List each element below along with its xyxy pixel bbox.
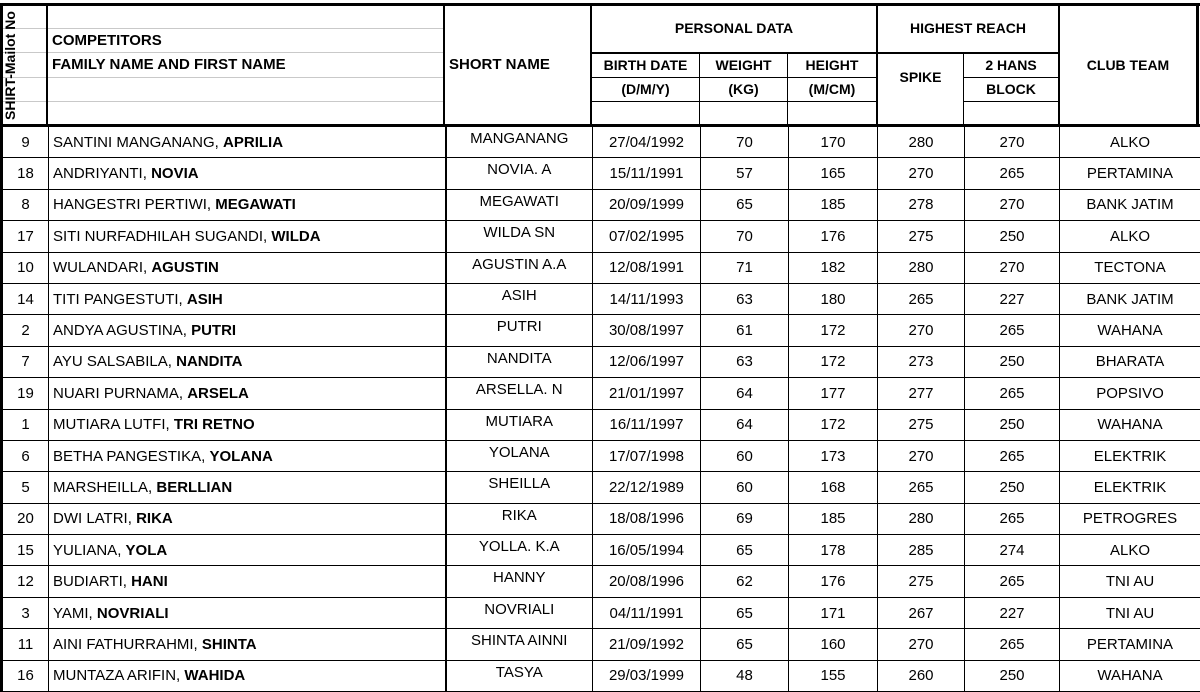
competitor-name-cell xyxy=(49,440,446,471)
birth-date-cell: 21/01/1997 xyxy=(593,378,701,409)
first-name: WAHIDA xyxy=(184,667,245,684)
height-cell: 171 xyxy=(789,597,878,628)
birth-date-cell: 20/08/1996 xyxy=(593,566,701,597)
height-cell: 185 xyxy=(789,189,878,220)
height-cell: 165 xyxy=(789,158,878,189)
family-name: YULIANA, xyxy=(53,542,126,559)
height-header: HEIGHT xyxy=(788,57,876,73)
table-row xyxy=(2,535,1200,566)
block-cell: 274 xyxy=(965,535,1060,566)
weight-cell: 65 xyxy=(701,629,789,660)
table-row xyxy=(2,283,1200,314)
block-cell: 227 xyxy=(965,283,1060,314)
family-name: AYU SALSABILA, xyxy=(53,353,176,370)
weight-cell: 60 xyxy=(701,472,789,503)
weight-cell: 57 xyxy=(701,158,789,189)
competitor-name-cell xyxy=(49,283,446,314)
block-cell: 250 xyxy=(965,221,1060,252)
weight-cell: 64 xyxy=(701,409,789,440)
weight-cell: 63 xyxy=(701,346,789,377)
birth-date-cell: 07/02/1995 xyxy=(593,221,701,252)
spike-cell: 270 xyxy=(878,440,965,471)
height-cell: 172 xyxy=(789,315,878,346)
weight-cell: 65 xyxy=(701,535,789,566)
family-name: NUARI PURNAMA, xyxy=(53,385,187,402)
family-name: AINI FATHURRAHMI, xyxy=(53,636,202,653)
shirt-number-cell: 19 xyxy=(2,378,49,409)
shirt-number-cell: 3 xyxy=(2,597,49,628)
birth-date-cell: 30/08/1997 xyxy=(593,315,701,346)
club-team-cell: ALKO xyxy=(1060,127,1200,158)
shirt-number-cell: 9 xyxy=(2,127,49,158)
block-cell: 270 xyxy=(965,127,1060,158)
short-name-cell: ASIH xyxy=(446,283,593,314)
competitor-name-cell xyxy=(49,158,446,189)
competitors-header: COMPETITORS xyxy=(52,32,162,49)
height-cell: 168 xyxy=(789,472,878,503)
competitor-name-cell xyxy=(49,660,446,691)
weight-cell: 71 xyxy=(701,252,789,283)
table-row xyxy=(2,189,1200,220)
shirt-number-cell: 14 xyxy=(2,283,49,314)
height-cell: 173 xyxy=(789,440,878,471)
first-name: WILDA xyxy=(271,228,320,245)
short-name-header: SHORT NAME xyxy=(449,56,550,73)
highest-reach-header: HIGHEST REACH xyxy=(878,20,1058,36)
shirt-number-cell: 12 xyxy=(2,566,49,597)
family-name: TITI PANGESTUTI, xyxy=(53,291,187,308)
spike-cell: 270 xyxy=(878,158,965,189)
club-team-cell: WAHANA xyxy=(1060,409,1200,440)
spike-cell: 275 xyxy=(878,409,965,440)
shirt-number-cell: 10 xyxy=(2,252,49,283)
short-name-cell: YOLLA. K.A xyxy=(446,535,593,566)
spike-cell: 280 xyxy=(878,252,965,283)
spike-cell: 265 xyxy=(878,283,965,314)
block-header-line2: BLOCK xyxy=(964,81,1058,97)
family-name: MARSHEILLA, xyxy=(53,479,156,496)
short-name-cell: TASYA xyxy=(446,660,593,691)
short-name-cell: SHEILLA xyxy=(446,472,593,503)
shirt-number-header: SHIRT-Mailot No xyxy=(2,0,22,120)
family-name: HANGESTRI PERTIWI, xyxy=(53,196,215,213)
birth-date-cell: 04/11/1991 xyxy=(593,597,701,628)
height-cell: 176 xyxy=(789,221,878,252)
first-name: YOLA xyxy=(126,542,168,559)
club-team-cell: PERTAMINA xyxy=(1060,158,1200,189)
birth-date-cell: 15/11/1991 xyxy=(593,158,701,189)
first-name: ASIH xyxy=(187,291,223,308)
first-name: RIKA xyxy=(136,510,173,527)
competitor-name-cell xyxy=(49,566,446,597)
spike-cell: 270 xyxy=(878,629,965,660)
block-cell: 227 xyxy=(965,597,1060,628)
short-name-cell: YOLANA xyxy=(446,440,593,471)
height-cell: 172 xyxy=(789,409,878,440)
short-name-cell: RIKA xyxy=(446,503,593,534)
height-cell: 182 xyxy=(789,252,878,283)
table-row xyxy=(2,378,1200,409)
block-cell: 265 xyxy=(965,378,1060,409)
first-name: AGUSTIN xyxy=(151,259,219,276)
shirt-number-cell: 6 xyxy=(2,440,49,471)
competitor-name-cell xyxy=(49,629,446,660)
short-name-cell: ARSELLA. N xyxy=(446,378,593,409)
table-row xyxy=(2,472,1200,503)
club-team-cell: TECTONA xyxy=(1060,252,1200,283)
birth-date-cell: 12/08/1991 xyxy=(593,252,701,283)
competitor-name-cell xyxy=(49,472,446,503)
height-cell: 155 xyxy=(789,660,878,691)
table-row xyxy=(2,315,1200,346)
weight-cell: 70 xyxy=(701,127,789,158)
block-cell: 250 xyxy=(965,472,1060,503)
first-name: ARSELA xyxy=(187,385,249,402)
height-cell: 185 xyxy=(789,503,878,534)
shirt-number-cell: 16 xyxy=(2,660,49,691)
table-row xyxy=(2,503,1200,534)
first-name: HANI xyxy=(131,573,168,590)
height-cell: 160 xyxy=(789,629,878,660)
club-team-cell: TNI AU xyxy=(1060,566,1200,597)
birth-date-cell: 27/04/1992 xyxy=(593,127,701,158)
spike-header: SPIKE xyxy=(878,69,963,85)
block-cell: 250 xyxy=(965,409,1060,440)
club-team-cell: PETROGRES xyxy=(1060,503,1200,534)
club-team-cell: WAHANA xyxy=(1060,660,1200,691)
birth-date-cell: 17/07/1998 xyxy=(593,440,701,471)
birth-date-cell: 16/11/1997 xyxy=(593,409,701,440)
short-name-cell: NANDITA xyxy=(446,346,593,377)
first-name: YOLANA xyxy=(209,448,272,465)
table-row xyxy=(2,409,1200,440)
birth-date-cell: 14/11/1993 xyxy=(593,283,701,314)
competitor-name-cell xyxy=(49,535,446,566)
family-name: MUNTAZA ARIFIN, xyxy=(53,667,184,684)
first-name: TRI RETNO xyxy=(174,416,255,433)
competitor-name-cell xyxy=(49,597,446,628)
spike-cell: 285 xyxy=(878,535,965,566)
height-cell: 172 xyxy=(789,346,878,377)
shirt-number-cell: 8 xyxy=(2,189,49,220)
club-team-cell: ALKO xyxy=(1060,535,1200,566)
short-name-cell: NOVRIALI xyxy=(446,597,593,628)
weight-cell: 60 xyxy=(701,440,789,471)
competitor-name-cell xyxy=(49,346,446,377)
weight-cell: 61 xyxy=(701,315,789,346)
weight-cell: 65 xyxy=(701,597,789,628)
height-cell: 180 xyxy=(789,283,878,314)
shirt-number-cell: 1 xyxy=(2,409,49,440)
family-first-name-header: FAMILY NAME AND FIRST NAME xyxy=(52,56,286,73)
short-name-cell: MEGAWATI xyxy=(446,189,593,220)
club-team-cell: BANK JATIM xyxy=(1060,189,1200,220)
block-cell: 265 xyxy=(965,629,1060,660)
birth-date-cell: 12/06/1997 xyxy=(593,346,701,377)
family-name: BUDIARTI, xyxy=(53,573,131,590)
short-name-cell: PUTRI xyxy=(446,315,593,346)
block-cell: 250 xyxy=(965,660,1060,691)
short-name-cell: HANNY xyxy=(446,566,593,597)
height-cell: 177 xyxy=(789,378,878,409)
height-cell: 170 xyxy=(789,127,878,158)
weight-cell: 64 xyxy=(701,378,789,409)
block-cell: 265 xyxy=(965,440,1060,471)
spike-cell: 260 xyxy=(878,660,965,691)
spike-cell: 278 xyxy=(878,189,965,220)
birth-date-cell: 16/05/1994 xyxy=(593,535,701,566)
birth-date-cell: 22/12/1989 xyxy=(593,472,701,503)
table-row xyxy=(2,346,1200,377)
weight-cell: 48 xyxy=(701,660,789,691)
short-name-cell: WILDA SN xyxy=(446,221,593,252)
club-team-cell: ALKO xyxy=(1060,221,1200,252)
height-cell: 178 xyxy=(789,535,878,566)
shirt-number-cell: 7 xyxy=(2,346,49,377)
first-name: NOVIA xyxy=(151,165,199,182)
table-row xyxy=(2,629,1200,660)
table-row xyxy=(2,221,1200,252)
weight-cell: 65 xyxy=(701,189,789,220)
family-name: SANTINI MANGANANG, xyxy=(53,134,223,151)
weight-cell: 62 xyxy=(701,566,789,597)
first-name: APRILIA xyxy=(223,134,283,151)
short-name-cell: SHINTA AINNI xyxy=(446,629,593,660)
competitors-table xyxy=(0,127,1200,692)
family-name: ANDRIYANTI, xyxy=(53,165,151,182)
weight-cell: 63 xyxy=(701,283,789,314)
table-header xyxy=(0,0,1200,127)
club-team-cell: POPSIVO xyxy=(1060,378,1200,409)
spike-cell: 280 xyxy=(878,127,965,158)
club-team-cell: ELEKTRIK xyxy=(1060,440,1200,471)
block-header-line1: 2 HANS xyxy=(964,57,1058,73)
block-cell: 265 xyxy=(965,158,1060,189)
short-name-cell: NOVIA. A xyxy=(446,158,593,189)
shirt-number-cell: 20 xyxy=(2,503,49,534)
spike-cell: 280 xyxy=(878,503,965,534)
first-name: BERLLIAN xyxy=(156,479,232,496)
competitor-name-cell xyxy=(49,127,446,158)
first-name: NOVRIALI xyxy=(97,605,169,622)
family-name: WULANDARI, xyxy=(53,259,151,276)
family-name: MUTIARA LUTFI, xyxy=(53,416,174,433)
family-name: YAMI, xyxy=(53,605,97,622)
club-team-cell: PERTAMINA xyxy=(1060,629,1200,660)
table-row xyxy=(2,127,1200,158)
weight-header: WEIGHT xyxy=(700,57,787,73)
weight-unit: (KG) xyxy=(700,81,787,97)
club-team-cell: BANK JATIM xyxy=(1060,283,1200,314)
table-row xyxy=(2,597,1200,628)
block-cell: 270 xyxy=(965,252,1060,283)
shirt-number-cell: 11 xyxy=(2,629,49,660)
block-cell: 265 xyxy=(965,566,1060,597)
block-cell: 270 xyxy=(965,189,1060,220)
birth-date-cell: 21/09/1992 xyxy=(593,629,701,660)
competitor-name-cell xyxy=(49,315,446,346)
table-body xyxy=(2,127,1200,692)
block-cell: 265 xyxy=(965,503,1060,534)
height-unit: (M/CM) xyxy=(788,81,876,97)
weight-cell: 69 xyxy=(701,503,789,534)
shirt-number-cell: 18 xyxy=(2,158,49,189)
birth-date-cell: 20/09/1999 xyxy=(593,189,701,220)
shirt-number-cell: 15 xyxy=(2,535,49,566)
first-name: MEGAWATI xyxy=(215,196,296,213)
spike-cell: 277 xyxy=(878,378,965,409)
spike-cell: 270 xyxy=(878,315,965,346)
club-team-cell: TNI AU xyxy=(1060,597,1200,628)
spike-cell: 275 xyxy=(878,221,965,252)
competitor-name-cell xyxy=(49,378,446,409)
table-row xyxy=(2,566,1200,597)
birth-date-cell: 29/03/1999 xyxy=(593,660,701,691)
birth-date-header: BIRTH DATE xyxy=(592,57,699,73)
table-row xyxy=(2,158,1200,189)
spike-cell: 273 xyxy=(878,346,965,377)
spike-cell: 265 xyxy=(878,472,965,503)
competitor-name-cell xyxy=(49,189,446,220)
family-name: SITI NURFADHILAH SUGANDI, xyxy=(53,228,271,245)
shirt-number-cell: 2 xyxy=(2,315,49,346)
short-name-cell: MUTIARA xyxy=(446,409,593,440)
shirt-number-cell: 17 xyxy=(2,221,49,252)
short-name-cell: MANGANANG xyxy=(446,127,593,158)
shirt-number-cell: 5 xyxy=(2,472,49,503)
competitor-name-cell xyxy=(49,252,446,283)
height-cell: 176 xyxy=(789,566,878,597)
club-team-cell: ELEKTRIK xyxy=(1060,472,1200,503)
competitor-name-cell xyxy=(49,221,446,252)
birth-date-unit: (D/M/Y) xyxy=(592,81,699,97)
block-cell: 265 xyxy=(965,315,1060,346)
weight-cell: 70 xyxy=(701,221,789,252)
club-team-cell: BHARATA xyxy=(1060,346,1200,377)
spike-cell: 275 xyxy=(878,566,965,597)
first-name: PUTRI xyxy=(191,322,236,339)
first-name: NANDITA xyxy=(176,353,242,370)
family-name: BETHA PANGESTIKA, xyxy=(53,448,209,465)
block-cell: 250 xyxy=(965,346,1060,377)
family-name: DWI LATRI, xyxy=(53,510,136,527)
family-name: ANDYA AGUSTINA, xyxy=(53,322,191,339)
spike-cell: 267 xyxy=(878,597,965,628)
competitor-name-cell xyxy=(49,503,446,534)
first-name: SHINTA xyxy=(202,636,257,653)
birth-date-cell: 18/08/1996 xyxy=(593,503,701,534)
competitor-name-cell xyxy=(49,409,446,440)
table-row xyxy=(2,660,1200,691)
table-row xyxy=(2,252,1200,283)
club-team-cell: WAHANA xyxy=(1060,315,1200,346)
short-name-cell: AGUSTIN A.A xyxy=(446,252,593,283)
club-team-header: CLUB TEAM xyxy=(1060,57,1196,73)
personal-data-header: PERSONAL DATA xyxy=(592,20,876,36)
table-row xyxy=(2,440,1200,471)
